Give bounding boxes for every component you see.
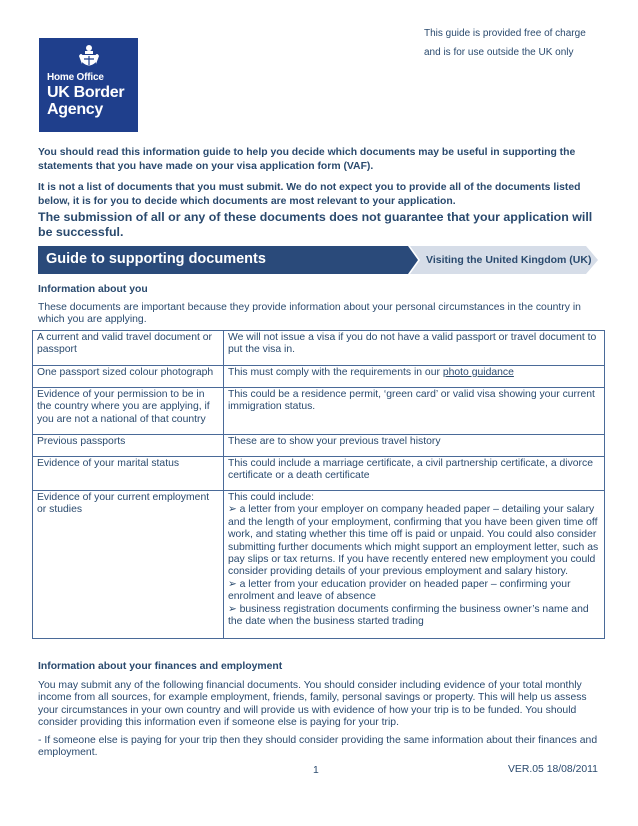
free-of-charge-note [424,24,624,62]
section-about-you-text: These documents are important because they provide information about your personal circumstances in the country in which you are applying. [38,302,581,326]
row-description [224,366,605,388]
documents-table [32,330,605,639]
guide-banner [38,246,598,274]
logo-home-office: Home Office [47,72,104,83]
section-heading-finances: Information about your finances and employment [38,661,283,672]
banner-subtitle: Visiting the United Kingdom (UK) [426,254,592,266]
row-description: These are to show your previous travel history [224,435,605,457]
note-line-1: This guide is provided free of charge [424,28,586,39]
table-row [33,491,605,639]
logo-line-3: Agency [47,101,103,118]
row-description: This could be a residence permit, ‘green card’ or valid visa showing your current immigration status. [224,388,605,435]
intro-disclaimer: The submission of all or any of these documents does not guarantee that your application will be successful. [38,210,593,239]
table-row [33,457,605,491]
row-label: Evidence of your current employment or studies [33,491,224,639]
row-description-text: This must comply with the requirements in our [228,367,443,378]
intro-paragraph-1: You should read this information guide to help you decide which documents may be useful in supporting the statements that you have made on your visa application form (VAF). [38,147,576,172]
row-label: Evidence of your marital status [33,457,224,491]
logo-ukba-text [47,84,124,118]
row-label: A current and valid travel document or passport [33,331,224,366]
section-heading-about-you: Information about you [38,284,148,295]
row-label: Evidence of your permission to be in the country where you are applying, if you are not a national of that country [33,388,224,435]
royal-crest-icon [79,44,99,70]
row-label: One passport sized colour photograph [33,366,224,388]
ukba-logo [39,38,138,132]
photo-guidance-link[interactable]: photo guidance [442,367,514,378]
table-row [33,331,605,366]
page-number: 1 [313,765,319,776]
table-row [33,435,605,457]
row-description: This could include a marriage certificate, a civil partnership certificate, a divorce certificate or a death certificate [224,457,605,491]
logo-line-2: UK Border [47,84,125,101]
note-line-2: and is for use outside the UK only [424,47,574,58]
table-row [33,366,605,388]
row-description [224,491,605,639]
bullet-education-letter: ➢ a letter from your education provider on headed paper – confirming your enrolment and leave of absence [228,578,571,603]
section-finances-text: You may submit any of the following financial documents. You should consider including evidence of your total monthly income from all sources, for example employment, friends, family, personal savings or property. This will help us assess your circumstances in your own country and will provide us with evidence of how your trip is to be funded. You should consider providing this information even if someone else is paying for your trip. [38,680,587,729]
bullet-business-registration: ➢ business registration documents confirming the business owner’s name and the date when the business started trading [228,603,589,628]
version-label: VER.05 18/08/2011 [508,764,598,775]
intro-paragraph-2: It is not a list of documents that you must submit. We do not expect you to provide all of the documents listed below, it is for you to decide which documents are most relevant to your application. [38,182,581,207]
row-description: We will not issue a visa if you do not have a valid passport or travel document to put the visa in. [224,331,605,366]
banner-title: Guide to supporting documents [46,251,266,267]
row-description-text: This could include: [228,492,315,503]
row-label: Previous passports [33,435,224,457]
table-row [33,388,605,435]
bullet-employer-letter: ➢ a letter from your employer on company headed paper – detailing your salary and the length of your employment, confirming that you have been given time off work, and stating whether this time off is paid or unpaid. You could also consider submitting further documents which might support an employment letter, such as pay slips or tax returns. If you have recently entered new employment you could consider providing details of your previous employment and salary history. [228,504,599,578]
section-finances-sponsor-text: - If someone else is paying for your trip then they should consider providing the same information about their finances and employment. [38,735,598,759]
